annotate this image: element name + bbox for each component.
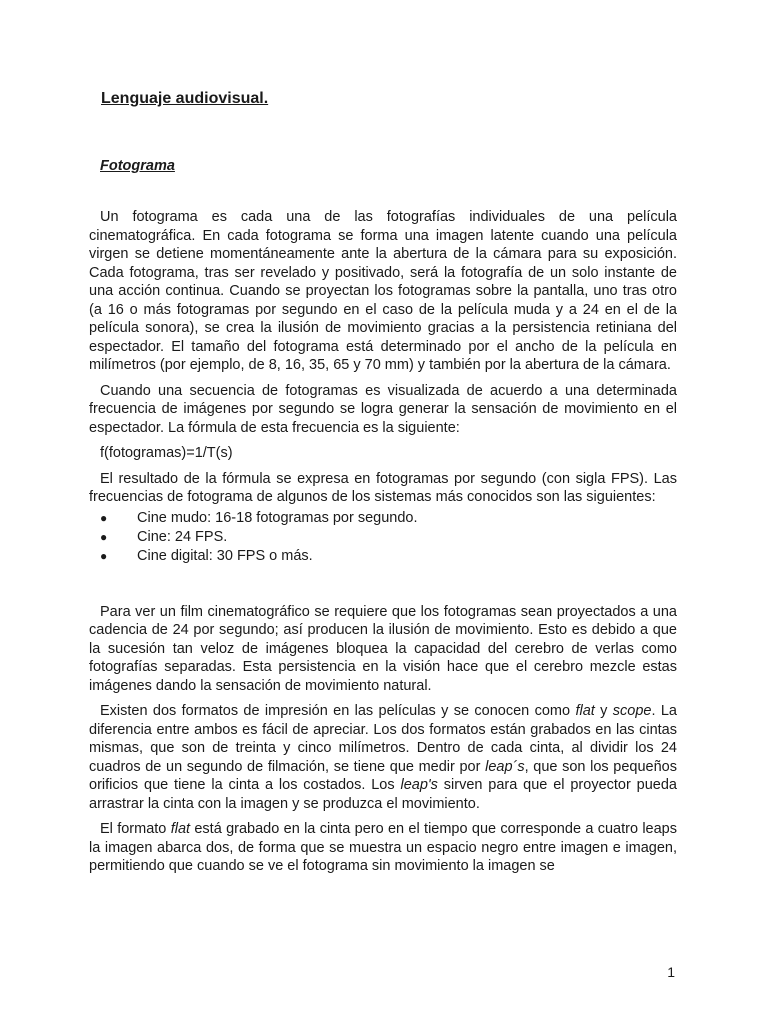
term-leaps: leap's (400, 777, 438, 793)
paragraph-formats (89, 702, 677, 813)
page-number: 1 (667, 964, 675, 980)
list-item-text: Cine: 24 FPS. (137, 528, 228, 545)
formula: f(fotogramas)=1/T(s) (100, 445, 233, 461)
paragraph-frequency: Cuando una secuencia de fotogramas es visualizada de acuerdo a una determinada frecuencia de imágenes por segundo se logra generar la sensación de movimiento en el espectador. La fórmula de esta frecuencia es la siguiente: (89, 382, 677, 436)
list-item (89, 528, 677, 547)
document-title: Lenguaje audiovisual. (101, 90, 269, 107)
bullet-icon: ● (100, 529, 108, 544)
text-run: y (594, 703, 613, 719)
fps-list (89, 509, 677, 566)
text-run: está grabado en la cinta pero en el tiempo que corresponde a cuatro leaps la imagen abarca dos, de forma que se muestra un espacio negro entre imagen e imagen, permitiendo que cuando se ve el fotograma sin movimiento la imagen se (89, 821, 677, 874)
paragraph-projection: Para ver un film cinematográfico se requiere que los fotogramas sean proyectados a una cadencia de 24 por segundo; así producen la ilusión de movimiento. Esto es debido a que la sucesión tan veloz de imágenes bloquea la capacidad del cerebro de verlas como fotografías separadas. Esta persistencia en la visión hace que el cerebro mezcle estas imágenes dando la sensación de movimiento natural. (89, 603, 677, 694)
text-run: sirven para que el proyector pueda arrastrar la cinta con la imagen y se produzca el movimiento. (89, 777, 677, 812)
document-body (89, 88, 677, 876)
list-item-text: Cine mudo: 16-18 fotogramas por segundo. (137, 509, 418, 526)
term-scope: scope (612, 703, 652, 719)
text-run: El formato (100, 821, 171, 837)
section-heading: Fotograma (100, 158, 175, 174)
paragraph-flat-format (89, 820, 677, 876)
list-item-text: Cine digital: 30 FPS o más. (137, 547, 313, 564)
paragraph-fps: El resultado de la fórmula se expresa en fotogramas por segundo (con sigla FPS). Las frecuencias de fotograma de algunos de los sistemas más conocidos son las siguientes: (89, 470, 677, 505)
list-item (89, 509, 677, 528)
text-run: . La diferencia entre ambos es fácil de apreciar. Los dos formatos están grabados en las cintas mismas, que son de treinta y cinco milímetros. Dentro de cada cinta, al dividir los 24 cuadros de un segundo de filmación, se tiene que medir por (89, 703, 677, 775)
text-run: , que son los pequeños orificios que tiene la cinta a los costados. Los (89, 758, 678, 793)
bullet-icon: ● (100, 548, 108, 563)
term-leaps: leap´s (485, 758, 525, 775)
list-item (89, 547, 677, 566)
term-flat: flat (170, 821, 191, 837)
term-flat: flat (575, 703, 595, 719)
text-run: Existen dos formatos de impresión en las películas y se conocen como (100, 703, 576, 719)
paragraph-fotograma-definition: Un fotograma es cada una de las fotografías individuales de una película cinematográfica. En cada fotograma se forma una imagen latente cuando una película virgen se detiene momentáneamente ante la abertura de la cámara para su exposición. Cada fotograma, tras ser revelado y positivado, será la fotografía de un solo instante de una acción continua. Cuando se proyectan los fotogramas sobre la pantalla, uno tras otro (a 16 o más fotogramas por segundo en el caso de la película muda y a 24 en el de la película sonora), se crea la ilusión de movimiento gracias a la persistencia retiniana del espectador. El tamaño del fotograma está determinado por el ancho de la película en milímetros (por ejemplo, de 8, 16, 35, 65 y 70 mm) y también por la abertura de la cámara. (89, 209, 677, 373)
bullet-icon: ● (100, 510, 108, 525)
